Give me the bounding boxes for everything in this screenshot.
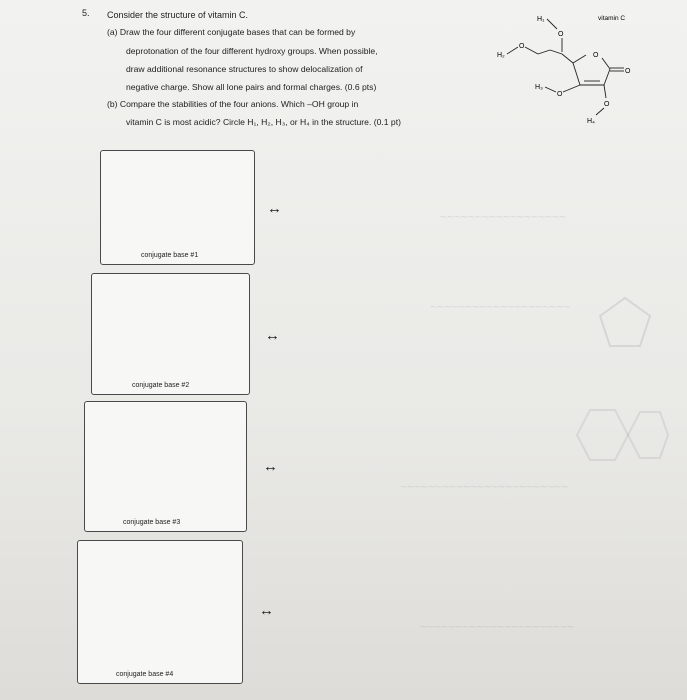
conjugate-base-box-3[interactable]	[84, 401, 247, 532]
bleed-through-mark: ~~~~~~~~~~~~~~~~~~~~~~	[420, 620, 575, 634]
structure-caption: vitamin C	[598, 15, 626, 22]
carbonyl-o-label: O	[625, 68, 631, 75]
o2-label: O	[519, 43, 525, 50]
h4-label: H₄	[587, 118, 595, 125]
conjugate-base-label-4: conjugate base #4	[116, 671, 174, 678]
part-b-line-2: vitamin C is most acidic? Circle H₁, H₂, H₃, or H₄ in the structure. (0.1 pt)	[126, 117, 401, 127]
resonance-arrow-1: ↔	[267, 200, 282, 217]
part-a-line-2: deprotonation of the four different hydroxy groups. When possible,	[126, 46, 378, 56]
bleed-through-mark: ~~~~~~~~~~~~~~~~~~	[440, 210, 567, 224]
h2-label: H₂	[497, 52, 505, 59]
conjugate-base-label-2: conjugate base #2	[132, 382, 190, 389]
o4-label: O	[604, 101, 610, 108]
bleed-through-mark: ~~~~~~~~~~~~~~~~~~~~~~~~	[400, 480, 569, 494]
conjugate-base-label-1: conjugate base #1	[141, 252, 199, 259]
conjugate-base-label-3: conjugate base #3	[123, 519, 181, 526]
part-a-line-4: negative charge. Show all lone pairs and formal charges. (0.6 pts)	[126, 82, 377, 92]
ring-o-label: O	[593, 52, 599, 59]
question-title: Consider the structure of vitamin C.	[107, 10, 249, 20]
conjugate-base-box-4[interactable]	[77, 540, 243, 684]
vitamin-c-structure	[480, 5, 680, 135]
conjugate-base-box-1[interactable]	[100, 150, 255, 265]
resonance-arrow-4: ↔	[259, 602, 274, 619]
o1-label: O	[558, 31, 564, 38]
bleed-through-ring	[590, 290, 660, 360]
part-a-line-3: draw additional resonance structures to show delocalization of	[126, 64, 363, 74]
part-a-line-1: (a) Draw the four different conjugate bases that can be formed by	[107, 27, 356, 37]
h1-label: H₁	[537, 16, 545, 23]
o3-label: O	[557, 91, 563, 98]
h3-label: H₃	[535, 84, 543, 91]
resonance-arrow-2: ↔	[265, 327, 280, 344]
part-b-line-1: (b) Compare the stabilities of the four anions. Which –OH group in	[107, 99, 359, 109]
bleed-through-mark: ~~~~~~~~~~~~~~~~~~~~	[430, 300, 571, 314]
bleed-through-ring	[560, 400, 670, 470]
conjugate-base-box-2[interactable]	[91, 273, 250, 395]
resonance-arrow-3: ↔	[263, 458, 278, 475]
question-number: 5.	[82, 8, 90, 18]
